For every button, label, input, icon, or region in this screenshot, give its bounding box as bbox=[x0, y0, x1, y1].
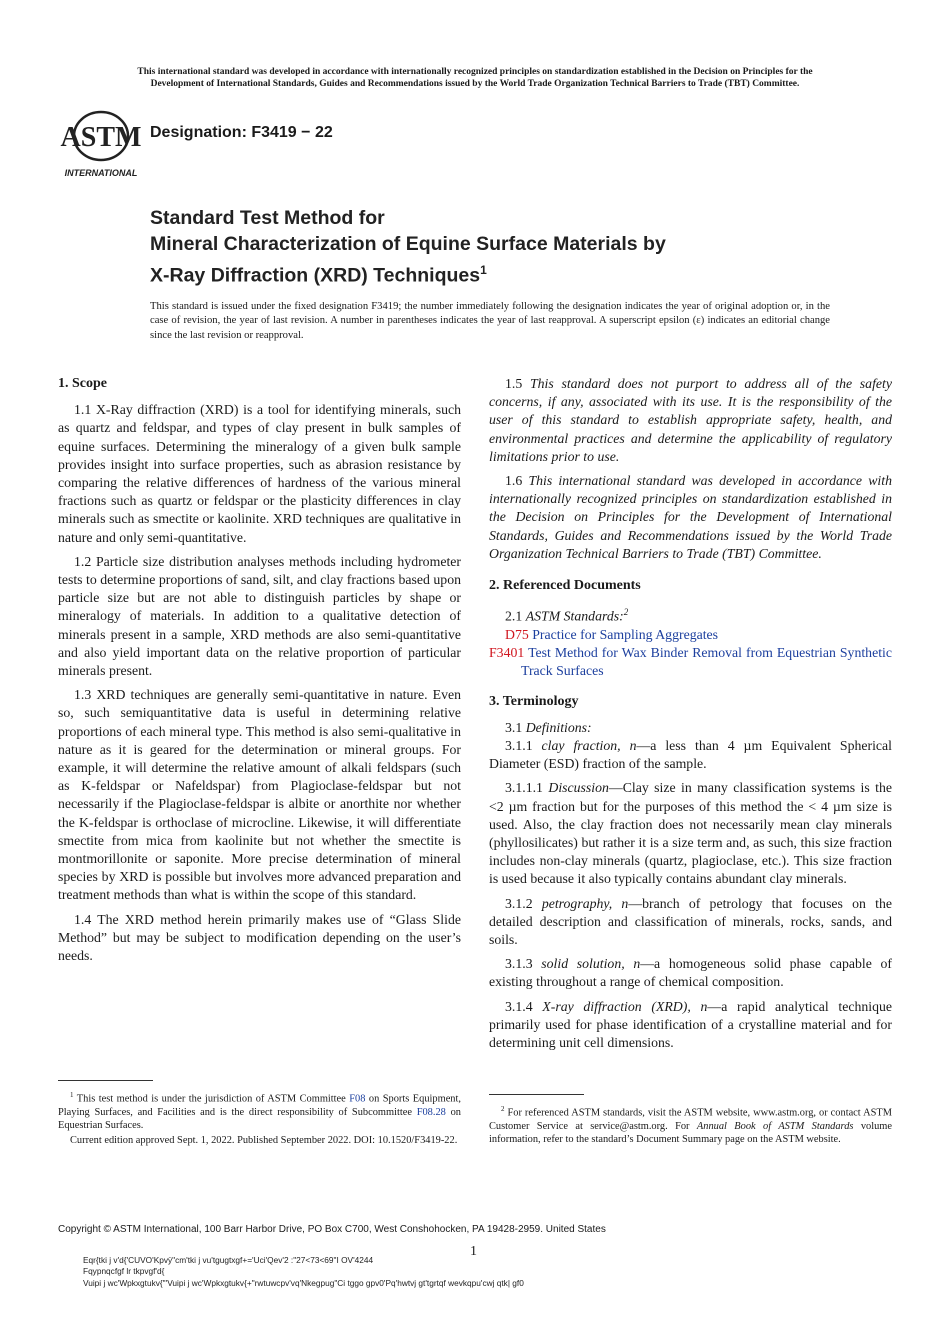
paragraph-1-5: 1.5 This standard does not purport to address all of the safety concerns, if any, associated with its use. It is the responsibility of the user of this standard to establish appropriate safety, health, and environmental practices and determine the applicability of regulatory limitations prior to use. bbox=[489, 376, 892, 464]
paragraph-3-1: 3.1 Definitions: bbox=[505, 719, 592, 735]
standards-notice: This international standard was developed in accordance with internationally recognized principles on standardization established in the Decision on Principles for the Development of International Standards, Guides and Recommendations issued by the World Trade Organization Technical Barriers to Trade (TBT) Committee. bbox=[137, 67, 813, 89]
reference-f3401[interactable]: F3401 Test Method for Wax Binder Removal from Equestrian Synthetic Track Surfaces bbox=[489, 645, 892, 679]
paragraph-3-1-3: 3.1.3 solid solution, n—a homogeneous solid phase capable of existing throughout a range of chemical composition. bbox=[489, 956, 893, 990]
paragraph-3-1-4: 3.1.4 X-ray diffraction (XRD), n—a rapid analytical technique primarily used for phase identification of a crystalline material and for determining unit cell dimensions. bbox=[489, 998, 893, 1051]
left-column bbox=[58, 375, 461, 971]
astm-logo bbox=[60, 110, 142, 178]
paragraph-1-1: 1.1 X-Ray diffraction (XRD) is a tool for identifying minerals, such as quartz and feldspar, and types of clay present in bulk samples of equine surfaces. Determining the mineralogy of a given bulk sample provides insight into surface properties, such as abrasion resistance by comparing the relative differences of hardness of the various mineral fractions such as quartz or feldspar or the plasticity differences in clay minerals such as smectite or kaolinite. XRD techniques are qualitative in nature and only semi-quantitative. bbox=[58, 402, 461, 545]
paragraph-3-1-2: 3.1.2 petrography, n—branch of petrology that focuses on the detailed description and classification of minerals, rocks, sands, and soils. bbox=[489, 895, 892, 948]
section-heading-referenced: 2. Referenced Documents bbox=[489, 578, 641, 594]
svg-text:INTERNATIONAL: INTERNATIONAL bbox=[64, 168, 138, 178]
issue-note: This standard is issued under the fixed designation F3419; the number immediately following the designation indicates the year of original adoption or, in the case of revision, the year of last revision. A number in parentheses indicates the year of last reapproval. A superscript epsilon (ε) indicates an editorial change since the last revision or reapproval. bbox=[150, 301, 830, 341]
paragraph-3-1-1: 3.1.1 clay fraction, n—a less than 4 µm Equivalent Spherical Diameter (ESD) fraction of the sample. bbox=[489, 738, 892, 772]
license-watermark: Eqr{tki j v'd{'CUVO'Kpvÿ"cm'tki j vu'tgugtxgf+='Uci'Qev'2 :"27<73<69"I OV'4244 Fqypnqcfgf lr tkpvgf'd{ Vuipi j wc'Wpkxgtukv{"'Vuipi j wc'Wpkxgtukv{+"rwtuwcpv'vq'Nkegpug"Ci tggo gpv0'Pq'hwtvj gt'tgrtqf wevkqpu'cwj qtk| gf0 bbox=[83, 1255, 524, 1288]
footnote-divider bbox=[58, 1080, 153, 1081]
paragraph-1-2: 1.2 Particle size distribution analyses methods including hydrometer tests to determine proportions of sand, silt, and clay fractions based upon particle size but are not able to distinguish particles by shape or mineralogy of materials. In addition to a qualitative detection of minerals present in a sample, XRD methods are also semi-quantitative and also yield important data on the relative proportion of particular minerals present. bbox=[58, 553, 461, 679]
footnote-divider-right bbox=[489, 1094, 584, 1095]
paragraph-1-6: 1.6 This international standard was developed in accordance with internationally recognized principles on standardization established in the Decision on Principles for the Development of International Standards, Guides and Recommendations issued by the World Trade Organization Technical Barriers to Trade (TBT) Committee. bbox=[489, 473, 892, 561]
designation: Designation: F3419 − 22 bbox=[150, 124, 333, 141]
document-title: Standard Test Method for Mineral Characterization of Equine Surface Materials by X-Ray Diffraction (XRD) Techniques$^1$ bbox=[150, 207, 666, 287]
right-column bbox=[489, 375, 892, 1058]
paragraph-1-4: 1.4 The XRD method herein primarily makes use of “Glass Slide Method” but may be subject to modification depending on the user’s needs. bbox=[58, 911, 461, 964]
paragraph-3-1-1-1: 3.1.1.1 Discussion—Clay size in many classification systems is the <2 µm fraction but for the purposes of this method the < 4 µm size is used. Also, the clay fraction does not necessarily mean clay minerals (phyllosilicates) but rather it is a size term and, as such, this size fraction includes non-clay minerals (quartz, plagioclase, etc.). This size fraction is used because it also typically contains abundant clay minerals. bbox=[489, 780, 892, 887]
link-f08[interactable]: F08 bbox=[349, 1093, 366, 1105]
section-heading-terminology: 3. Terminology bbox=[489, 693, 579, 709]
astm-logo-icon bbox=[60, 110, 142, 178]
right-footnotes bbox=[489, 1094, 892, 1148]
link-f08-28[interactable]: F08.28 bbox=[416, 1106, 446, 1118]
paragraph-2-1: 2.1 ASTM Standards:$^2$ bbox=[505, 607, 629, 624]
left-footnotes bbox=[58, 1080, 461, 1150]
footnote-1-edition: Current edition approved Sept. 1, 2022. Published September 2022. DOI: 10.1520/F3419-22. bbox=[70, 1135, 458, 1147]
svg-text:ASTM: ASTM bbox=[60, 122, 142, 153]
reference-d75[interactable]: D75 Practice for Sampling Aggregates bbox=[505, 627, 719, 643]
copyright: Copyright © ASTM International, 100 Barr Harbor Drive, PO Box C700, West Conshohocken, PA 19428-2959. United States bbox=[58, 1224, 606, 1235]
footnote-2: $^2$ For referenced ASTM standards, visit the ASTM website, www.astm.org, or contact ASTM Customer Service at service@astm.org. For Annual Book of ASTM Standards volume information, refer to the standard’s Document Summary page on the ASTM website. bbox=[489, 1105, 892, 1146]
paragraph-1-3: 1.3 XRD techniques are generally semi-quantitative in nature. Even so, such semiquantitative data is useful in determining relative proportions of each mineral type. This method is also semi-qualitative in nature as it is geared for the determination or mineral groups. For example, it will determine the relative amount of alkali feldspars (such as K-feldspar or Nafeldspar) from Plagioclase-feldspar but not necessarily if the Plagioclase-feldspar is albite or anorthite nor whether the K-feldspar is orthoclase of microcline. Likewise, it will differentiate smectite from mica from kaolinite but not whether the smectite is montmorillonite or saponite. More precise determination of mineral species by XRD is possible but involves more advanced preparation and treatment methods than what is within the scope of this standard. bbox=[58, 687, 461, 903]
section-heading-scope: 1. Scope bbox=[58, 376, 107, 391]
page-number: 1 bbox=[470, 1244, 477, 1259]
footnote-1: $^1$ This test method is under the jurisdiction of ASTM Committee F08 on Sports Equipment, Playing Surfaces, and Facilities and is the direct responsibility of Subcommittee F08.28 on Equestrian Surfaces. bbox=[58, 1091, 461, 1132]
